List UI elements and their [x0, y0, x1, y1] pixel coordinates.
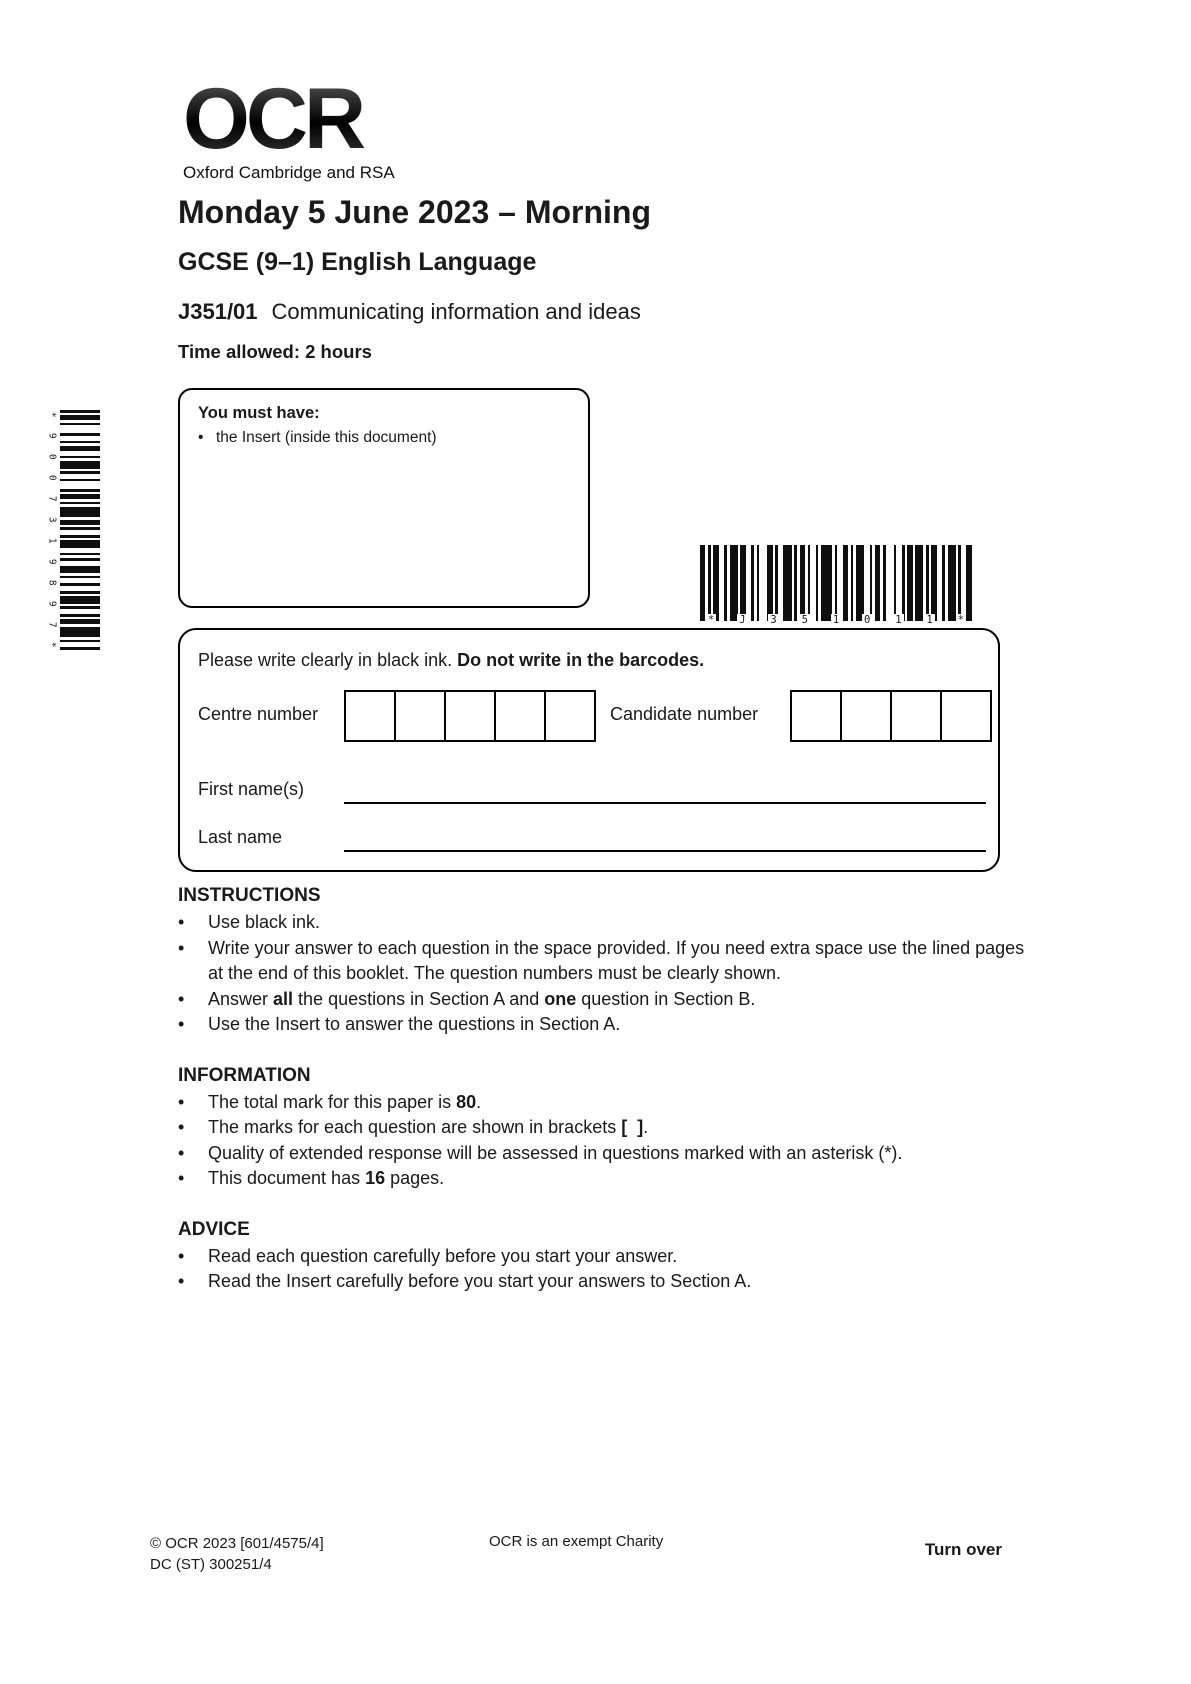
information-list: [178, 1090, 1030, 1192]
number-cell[interactable]: [790, 690, 842, 742]
barcode-bar: [915, 545, 923, 621]
left-barcode-bars: [60, 410, 100, 650]
last-name-input-line[interactable]: [344, 850, 986, 852]
header-block: [178, 196, 1038, 362]
barcode-bar: [856, 545, 864, 621]
advice-list: [178, 1244, 1030, 1295]
number-cell[interactable]: [940, 690, 992, 742]
list-item: [178, 1012, 1030, 1038]
barcode-char: 3: [46, 516, 58, 523]
instructions-list: [178, 910, 1030, 1038]
instructions-heading: INSTRUCTIONS: [178, 885, 321, 906]
barcode-bar: [60, 540, 100, 548]
barcode-char: 0: [46, 474, 58, 481]
barcode-space: [886, 545, 894, 621]
list-item: [178, 1269, 1030, 1295]
list-item: [178, 1090, 1030, 1116]
barcode-char: 7: [46, 495, 58, 502]
ocr-logo-text: OCR: [183, 84, 395, 155]
list-item: [178, 1166, 1030, 1192]
barcode-char: 1: [895, 614, 902, 626]
barcode-char: *: [708, 614, 715, 626]
bullet-icon: [178, 987, 208, 1013]
barcode-bar: [60, 507, 100, 517]
bullet-icon: [198, 429, 216, 447]
right-barcode-text: [700, 614, 972, 627]
bullet-icon: [178, 1115, 208, 1141]
bullet-text: Use black ink.: [208, 912, 321, 932]
barcode-char: *: [46, 642, 58, 649]
barcode-bar: [948, 545, 956, 621]
must-have-item: [198, 429, 570, 447]
last-name-label: Last name: [198, 827, 283, 847]
bullet-icon: [178, 1090, 208, 1116]
paper-title-line: [178, 301, 1038, 323]
bullet-icon: [178, 936, 208, 987]
number-cell[interactable]: [840, 690, 892, 742]
barcode-char: 1: [46, 537, 58, 544]
bullet-icon: [178, 1141, 208, 1167]
barcode-bar: [60, 566, 100, 574]
bullet-text: Use the Insert to answer the questions in Section A.: [208, 1014, 621, 1034]
ocr-logo: [183, 71, 395, 183]
ink-instruction-bold: Do not write in the barcodes.: [457, 650, 705, 670]
ink-instruction: [198, 650, 704, 671]
barcode-char: 1: [926, 614, 933, 626]
number-cell[interactable]: [444, 690, 496, 742]
footer-left: [150, 1533, 324, 1575]
paper-code: J351/01: [178, 299, 258, 324]
qualification-title: GCSE (9–1) English Language: [178, 248, 537, 276]
list-item: [178, 987, 1030, 1013]
barcode-char: J: [739, 614, 746, 626]
number-cell[interactable]: [544, 690, 596, 742]
barcode-char: 0: [46, 453, 58, 460]
barcode-bar: [730, 545, 738, 621]
information-heading: INFORMATION: [178, 1064, 311, 1086]
list-item: [178, 1141, 1030, 1167]
list-item: [178, 936, 1030, 987]
barcode-bar: [966, 545, 971, 621]
advice-section: [178, 1218, 1030, 1295]
barcode-bar: [783, 545, 791, 621]
advice-heading: ADVICE: [178, 1218, 250, 1240]
list-item: [178, 1115, 1030, 1141]
candidate-number-cells: [790, 690, 992, 742]
number-cell[interactable]: [394, 690, 446, 742]
candidate-details-box: [178, 628, 1000, 872]
bullet-icon: [178, 1166, 208, 1192]
barcode-bar: [60, 596, 100, 604]
candidate-number-label: Candidate number: [610, 704, 759, 724]
barcode-char: 9: [46, 432, 58, 439]
must-have-heading: You must have:: [198, 404, 320, 422]
paper-title: Communicating information and ideas: [271, 299, 641, 324]
list-item: [178, 910, 1030, 936]
time-allowed: Time allowed: 2 hours: [178, 341, 372, 362]
number-cell[interactable]: [494, 690, 546, 742]
barcode-bar: [60, 627, 100, 637]
barcode-bar: [821, 545, 832, 621]
centre-number-label: Centre number: [198, 704, 319, 724]
barcode-bar: [60, 461, 100, 469]
bullet-text: The total mark for this paper is 80.: [208, 1091, 482, 1112]
must-have-box: [178, 388, 590, 608]
centre-number-cells: [344, 690, 596, 742]
sections-block: [178, 884, 1030, 1295]
turn-over-label: Turn over: [924, 1540, 1002, 1559]
right-barcode-bars: [700, 545, 972, 621]
ink-instruction-normal: Please write clearly in black ink.: [198, 650, 458, 670]
barcode-char: 1: [832, 614, 840, 626]
barcode-space: [60, 425, 100, 433]
barcode-char: 0: [864, 614, 871, 626]
must-have-item-text: the Insert (inside this document): [216, 429, 437, 446]
barcode-char: 9: [46, 600, 58, 607]
bullet-icon: [178, 910, 208, 936]
bullet-text: Read the Insert carefully before you start your answers to Section A.: [208, 1271, 752, 1291]
ocr-logo-tagline: Oxford Cambridge and RSA: [183, 162, 395, 182]
bullet-icon: [178, 1269, 208, 1295]
barcode-bar: [60, 647, 100, 650]
barcode-char: 5: [801, 614, 808, 626]
horizontal-barcode: [700, 545, 972, 627]
vertical-barcode: [44, 410, 100, 650]
first-name-input-line[interactable]: [344, 802, 986, 804]
barcode-char: 8: [46, 579, 58, 586]
barcode-char: *: [957, 614, 964, 626]
bullet-text: This document has 16 pages.: [208, 1168, 445, 1188]
bullet-icon: [178, 1244, 208, 1270]
barcode-char: 7: [46, 621, 58, 628]
information-section: [178, 1064, 1030, 1192]
bullet-icon: [178, 1012, 208, 1038]
bullet-text: Read each question carefully before you start your answer.: [208, 1245, 678, 1266]
dc-code-line: DC (ST) 300251/4: [150, 1556, 272, 1573]
left-barcode-text: [44, 410, 60, 650]
number-cell[interactable]: [344, 690, 396, 742]
bullet-text: Write your answer to each question in the space provided. If you need extra space use the lined pages at the end of this booklet. The question numbers must be clearly shown.: [208, 937, 1025, 983]
bullet-text: Answer all the questions in Section A and one question in Section B.: [208, 988, 756, 1009]
barcode-char: 3: [770, 614, 777, 626]
barcode-char: *: [46, 411, 58, 418]
number-cell[interactable]: [890, 690, 942, 742]
bullet-text: The marks for each question are shown in brackets [ ].: [208, 1117, 649, 1137]
instructions-section: [178, 884, 1030, 1038]
list-item: [178, 1244, 1030, 1270]
charity-note: OCR is an exempt Charity: [489, 1533, 664, 1550]
barcode-space: [60, 481, 100, 489]
copyright-line: © OCR 2023 [601/4575/4]: [150, 1535, 324, 1552]
barcode-char: 9: [46, 558, 58, 565]
first-name-label: First name(s): [198, 779, 305, 799]
exam-date-title: Monday 5 June 2023 – Morning: [178, 194, 651, 230]
barcode-space: [759, 545, 767, 621]
bullet-text: Quality of extended response will be assessed in questions marked with an asterisk (*).: [208, 1142, 903, 1163]
